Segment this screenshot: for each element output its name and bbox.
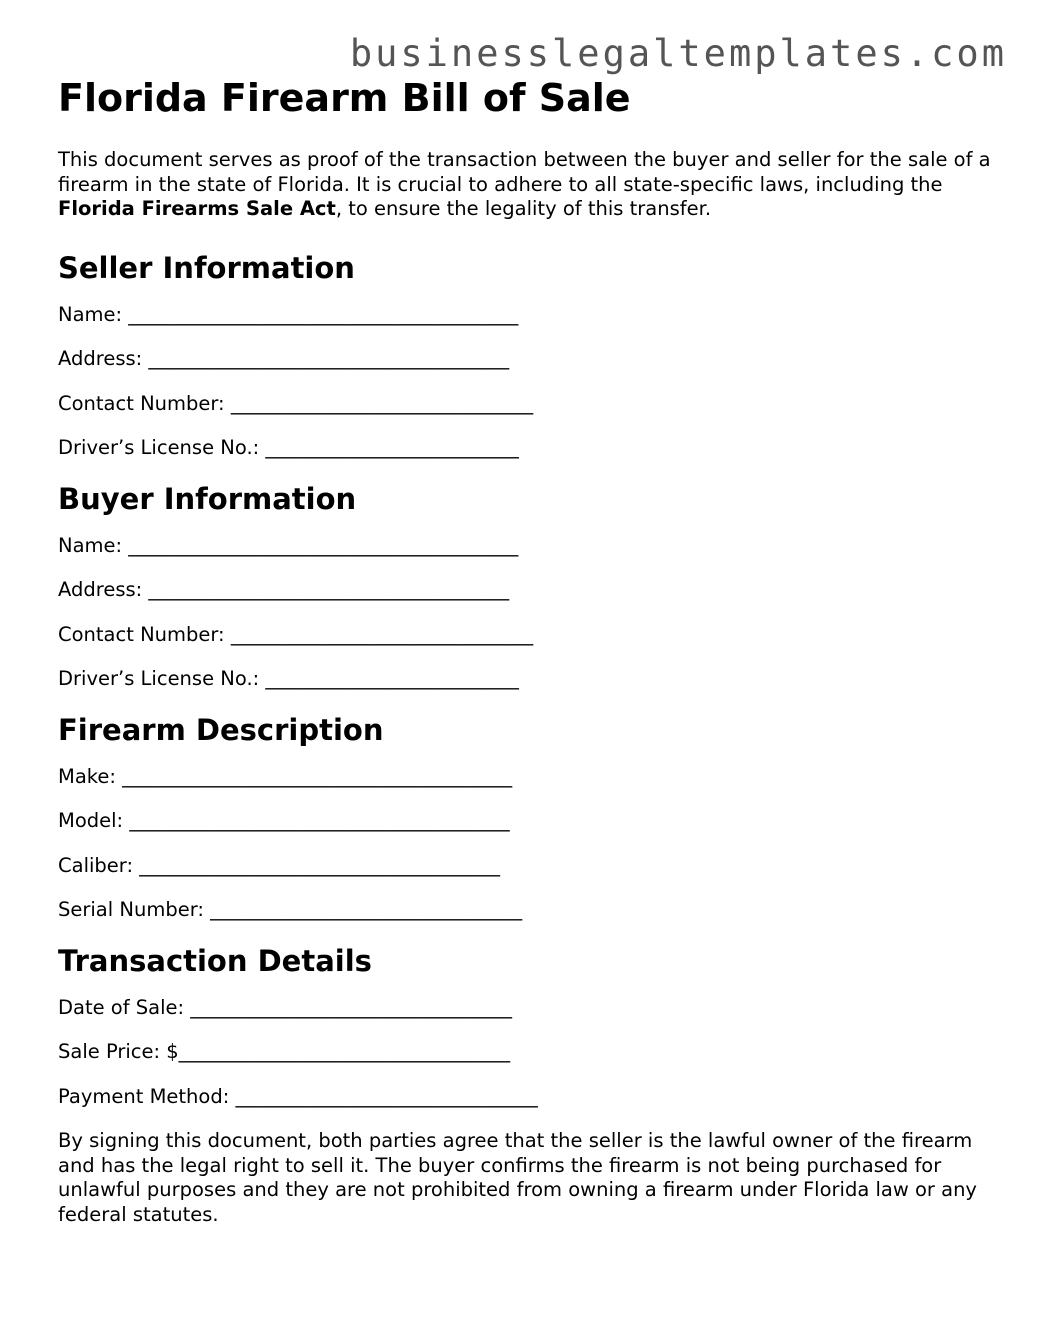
intro-text-end: , to ensure the legality of this transfer. <box>335 197 712 220</box>
page-title: Florida Firearm Bill of Sale <box>58 76 631 120</box>
buyer-name-field[interactable]: Name: ________________________________________ <box>58 533 519 557</box>
intro-paragraph <box>58 148 998 222</box>
closing-paragraph: By signing this document, both parties agree that the seller is the lawful owner of the firearm and has the legal right to sell it. The buyer confirms the firearm is not being purchased for unlawful purposes and they are not prohibited from owning a firearm under Florida law or any federal statutes. <box>58 1129 977 1226</box>
transaction-section <box>58 943 998 1109</box>
seller-license-field[interactable]: Driver’s License No.: __________________________ <box>58 436 519 459</box>
seller-address-field[interactable]: Address: _____________________________________ <box>58 347 510 370</box>
firearm-section <box>58 712 998 923</box>
seller-name-field[interactable]: Name: ________________________________________ <box>58 302 519 326</box>
firearm-model-field[interactable]: Model: _______________________________________ <box>58 809 510 832</box>
sale-date-field[interactable]: Date of Sale: _________________________________ <box>58 995 513 1019</box>
firearm-heading: Firearm Description <box>58 712 384 747</box>
buyer-license-field[interactable]: Driver’s License No.: __________________________ <box>58 667 519 690</box>
seller-contact-field[interactable]: Contact Number: _______________________________ <box>58 391 534 415</box>
sale-price-field[interactable]: Sale Price: $__________________________________ <box>58 1040 511 1063</box>
buyer-address-field[interactable]: Address: _____________________________________ <box>58 578 510 601</box>
seller-heading: Seller Information <box>58 250 355 285</box>
buyer-section <box>58 481 998 692</box>
seller-section <box>58 250 998 461</box>
buyer-heading: Buyer Information <box>58 481 357 516</box>
transaction-heading: Transaction Details <box>58 943 372 978</box>
document-body <box>58 74 998 1227</box>
intro-text-start: This document serves as proof of the transaction between the buyer and seller for the sale of a firearm in the state of Florida. It is crucial to adhere to all state-specific laws, including the <box>58 148 991 196</box>
firearm-caliber-field[interactable]: Caliber: _____________________________________ <box>58 853 500 877</box>
firearm-serial-field[interactable]: Serial Number: ________________________________ <box>58 898 523 921</box>
watermark: businesslegaltemplates.com <box>349 32 1007 75</box>
buyer-contact-field[interactable]: Contact Number: _______________________________ <box>58 622 534 646</box>
payment-method-field[interactable]: Payment Method: _______________________________ <box>58 1084 538 1108</box>
firearm-make-field[interactable]: Make: ________________________________________ <box>58 764 513 788</box>
intro-act-name: Florida Firearms Sale Act <box>58 197 336 220</box>
